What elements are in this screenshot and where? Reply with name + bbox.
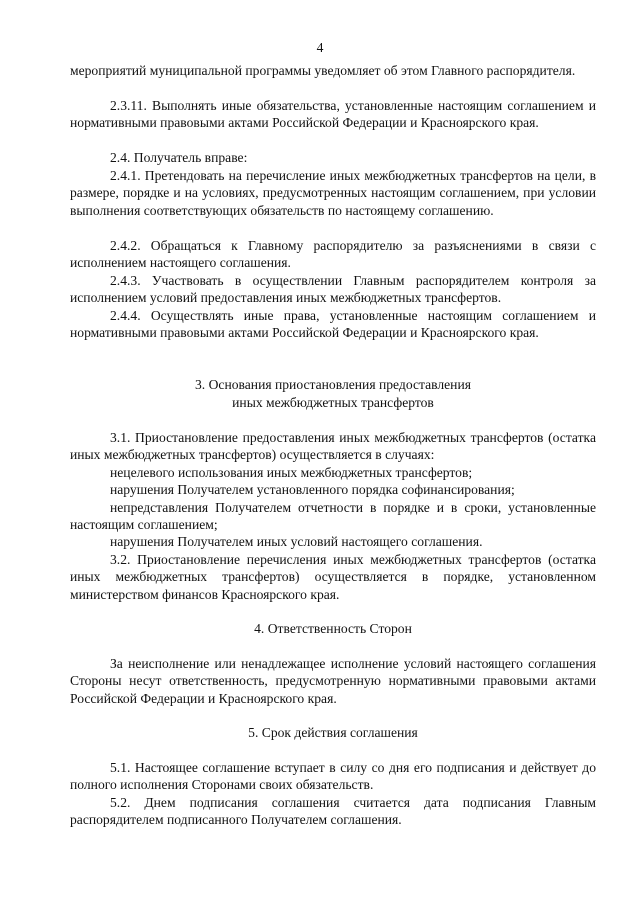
page-number: 4 [316, 40, 324, 55]
paragraph-3-1: 3.1. Приостановление предоставления иных межбюджетных трансфертов (остатка иных межбюджетных трансфертов) осуществляется в случаях: [70, 430, 596, 463]
paragraph-4: За неисполнение или ненадлежащее исполнение условий настоящего соглашения Стороны несут ответственность, предусмотренную нормативными правовыми актами Российской Федерации и Красноярского края. [70, 656, 596, 706]
section-3-heading-line1: 3. Основания приостановления предоставления [195, 377, 471, 392]
paragraph-3-1-item-c: непредставления Получателем отчетности в порядке и в сроки, установленные настоящим соглашением; [70, 500, 596, 533]
section-4-heading: 4. Ответственность Сторон [254, 621, 412, 636]
paragraph-5-2: 5.2. Днем подписания соглашения считается дата подписания Главным распорядителем подписанного Получателем соглашения. [70, 795, 596, 828]
paragraph-3-2: 3.2. Приостановление перечисления иных межбюджетных трансфертов (остатка иных межбюджетных трансфертов) осуществляется в порядке, установленном министерством финансов Красноярского края. [70, 552, 596, 602]
paragraph-3-1-item-a: нецелевого использования иных межбюджетных трансфертов; [110, 465, 473, 480]
paragraph-2-4-4: 2.4.4. Осуществлять иные права, установленные настоящим соглашением и нормативными правовыми актами Российской Федерации и Красноярского края. [70, 308, 596, 341]
paragraph-2-3-11: 2.3.11. Выполнять иные обязательства, установленные настоящим соглашением и нормативными правовыми актами Российской Федерации и Красноярского края. [70, 98, 596, 131]
section-3-heading-line2: иных межбюджетных трансфертов [232, 395, 434, 410]
paragraph-3-1-item-d: нарушения Получателем иных условий настоящего соглашения. [110, 534, 483, 549]
paragraph-2-4-1: 2.4.1. Претендовать на перечисление иных межбюджетных трансфертов на цели, в размере, порядке и на условиях, предусмотренных настоящим соглашением, при условии выполнения соответствующих обязательств по настоящему соглашению. [70, 168, 596, 218]
paragraph-2-4-3: 2.4.3. Участвовать в осуществлении Главным распорядителем контроля за исполнением условий предоставления иных межбюджетных трансфертов. [70, 273, 596, 306]
paragraph-3-1-item-b: нарушения Получателем установленного порядка софинансирования; [110, 482, 515, 497]
paragraph-5-1: 5.1. Настоящее соглашение вступает в силу со дня его подписания и действует до полного исполнения Сторонами своих обязательств. [70, 760, 596, 793]
paragraph-continuation: мероприятий муниципальной программы уведомляет об этом Главного распорядителя. [70, 63, 576, 78]
section-5-heading: 5. Срок действия соглашения [248, 725, 418, 740]
paragraph-2-4: 2.4. Получатель вправе: [110, 150, 248, 165]
paragraph-2-4-2: 2.4.2. Обращаться к Главному распорядителю за разъяснениями в связи с исполнением настоящего соглашения. [70, 238, 596, 271]
